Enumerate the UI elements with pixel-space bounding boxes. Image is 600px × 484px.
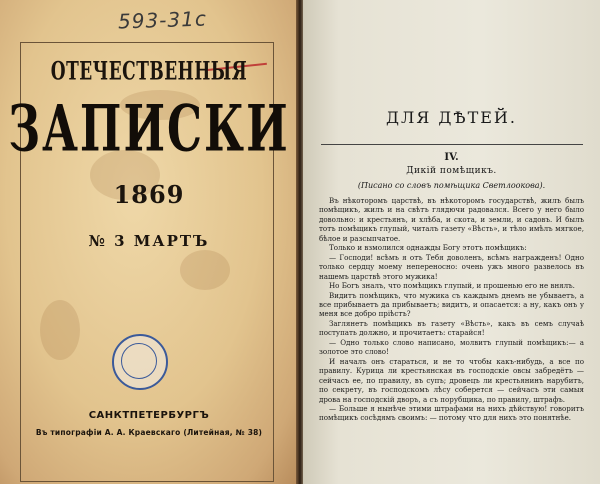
journal-name-line1: ОТЕЧЕСТВЕННЫЯ (50, 57, 248, 87)
paragraph: — Одно только слово написано, молвитъ глупый помѣщикъ:— а золотое это слово! (319, 337, 584, 357)
printer-imprint: Въ типографіи А. А. Краевскаго (Литейная, № 38) (35, 428, 263, 437)
story-subtitle: (Писано со словъ помѣщика Светлоокова). (357, 181, 546, 190)
paragraph: Но Богъ зналъ, что помѣщикъ глупый, и прошенью его не внялъ. (329, 281, 575, 291)
title-page (0, 0, 298, 484)
story-body (319, 196, 584, 423)
paragraph: Только и взмолился однажды Богу этотъ помѣщикъ: (329, 243, 527, 253)
section-title: ДЛЯ ДѢТЕЙ. (386, 108, 517, 127)
paragraph: И началъ онъ стараться, и не то чтобы какъ-нибудь, а все по правилу. Курица ли крестьянская въ господскіе овсы забредётъ — сейчасъ ее, по правилу, въ супъ; дровецъ ли крестьянинъ нарубитъ, по секрету, въ господскомъ лѣсу соберется — сейчасъ эти самыя дрова на господскій дворъ, а съ порубщика, по правилу, штрафъ. (319, 356, 584, 404)
paragraph: — Больше я нынѣче этими штрафами на нихъ дѣйствую! говоритъ помѣщикъ сосѣдямъ своимъ: — потому что для нихъ это понятнѣе. (319, 403, 584, 423)
journal-name-line2: ЗАПИСКИ (8, 92, 290, 167)
text-page (303, 0, 600, 484)
paragraph: Заглянетъ помѣщикъ въ газету «Вѣсть», какъ въ семъ случаѣ поступать должно, и прочитаетъ: старайся! (319, 318, 584, 338)
paragraph: Въ нѣкоторомъ царствѣ, въ нѣкоторомъ государствѣ, жилъ былъ помѣщикъ, жилъ и на свѣтъ глядючи радовался. Всего у него было довольно: и крестьянъ, и хлѣба, и скота, и земли, и садовъ. И былъ тотъ помѣщикъ глупый, читалъ газету «Вѣсть», и тѣло имѣлъ мягкое, бѣлое и разсыпчатое. (319, 196, 584, 243)
issue-number: № 3 МАРТЪ (88, 232, 210, 250)
publication-city: САНКТПЕТЕРБУРГЪ (88, 410, 210, 421)
library-shelfmark: 593-31c (117, 6, 208, 34)
library-stamp (112, 334, 168, 390)
section-rule (321, 144, 583, 145)
paragraph: — Господи! всѣмъ я отъ Тебя доволенъ, всѣмъ награжденъ! Одно только сердцу моему непереносно: очень ужъ много развелось въ нашемъ царствѣ этого мужика! (319, 252, 584, 281)
chapter-number: IV. (444, 152, 459, 163)
paragraph: Видитъ помѣщикъ, что мужика съ каждымъ днемъ не убываетъ, а все прибываетъ да прибываетъ; видитъ, и опасается: а ну, какъ онъ у меня все добро пріѣстъ? (319, 290, 584, 319)
story-title: Дикій помѣщикъ. (406, 166, 497, 176)
publication-year: 1869 (113, 180, 185, 209)
